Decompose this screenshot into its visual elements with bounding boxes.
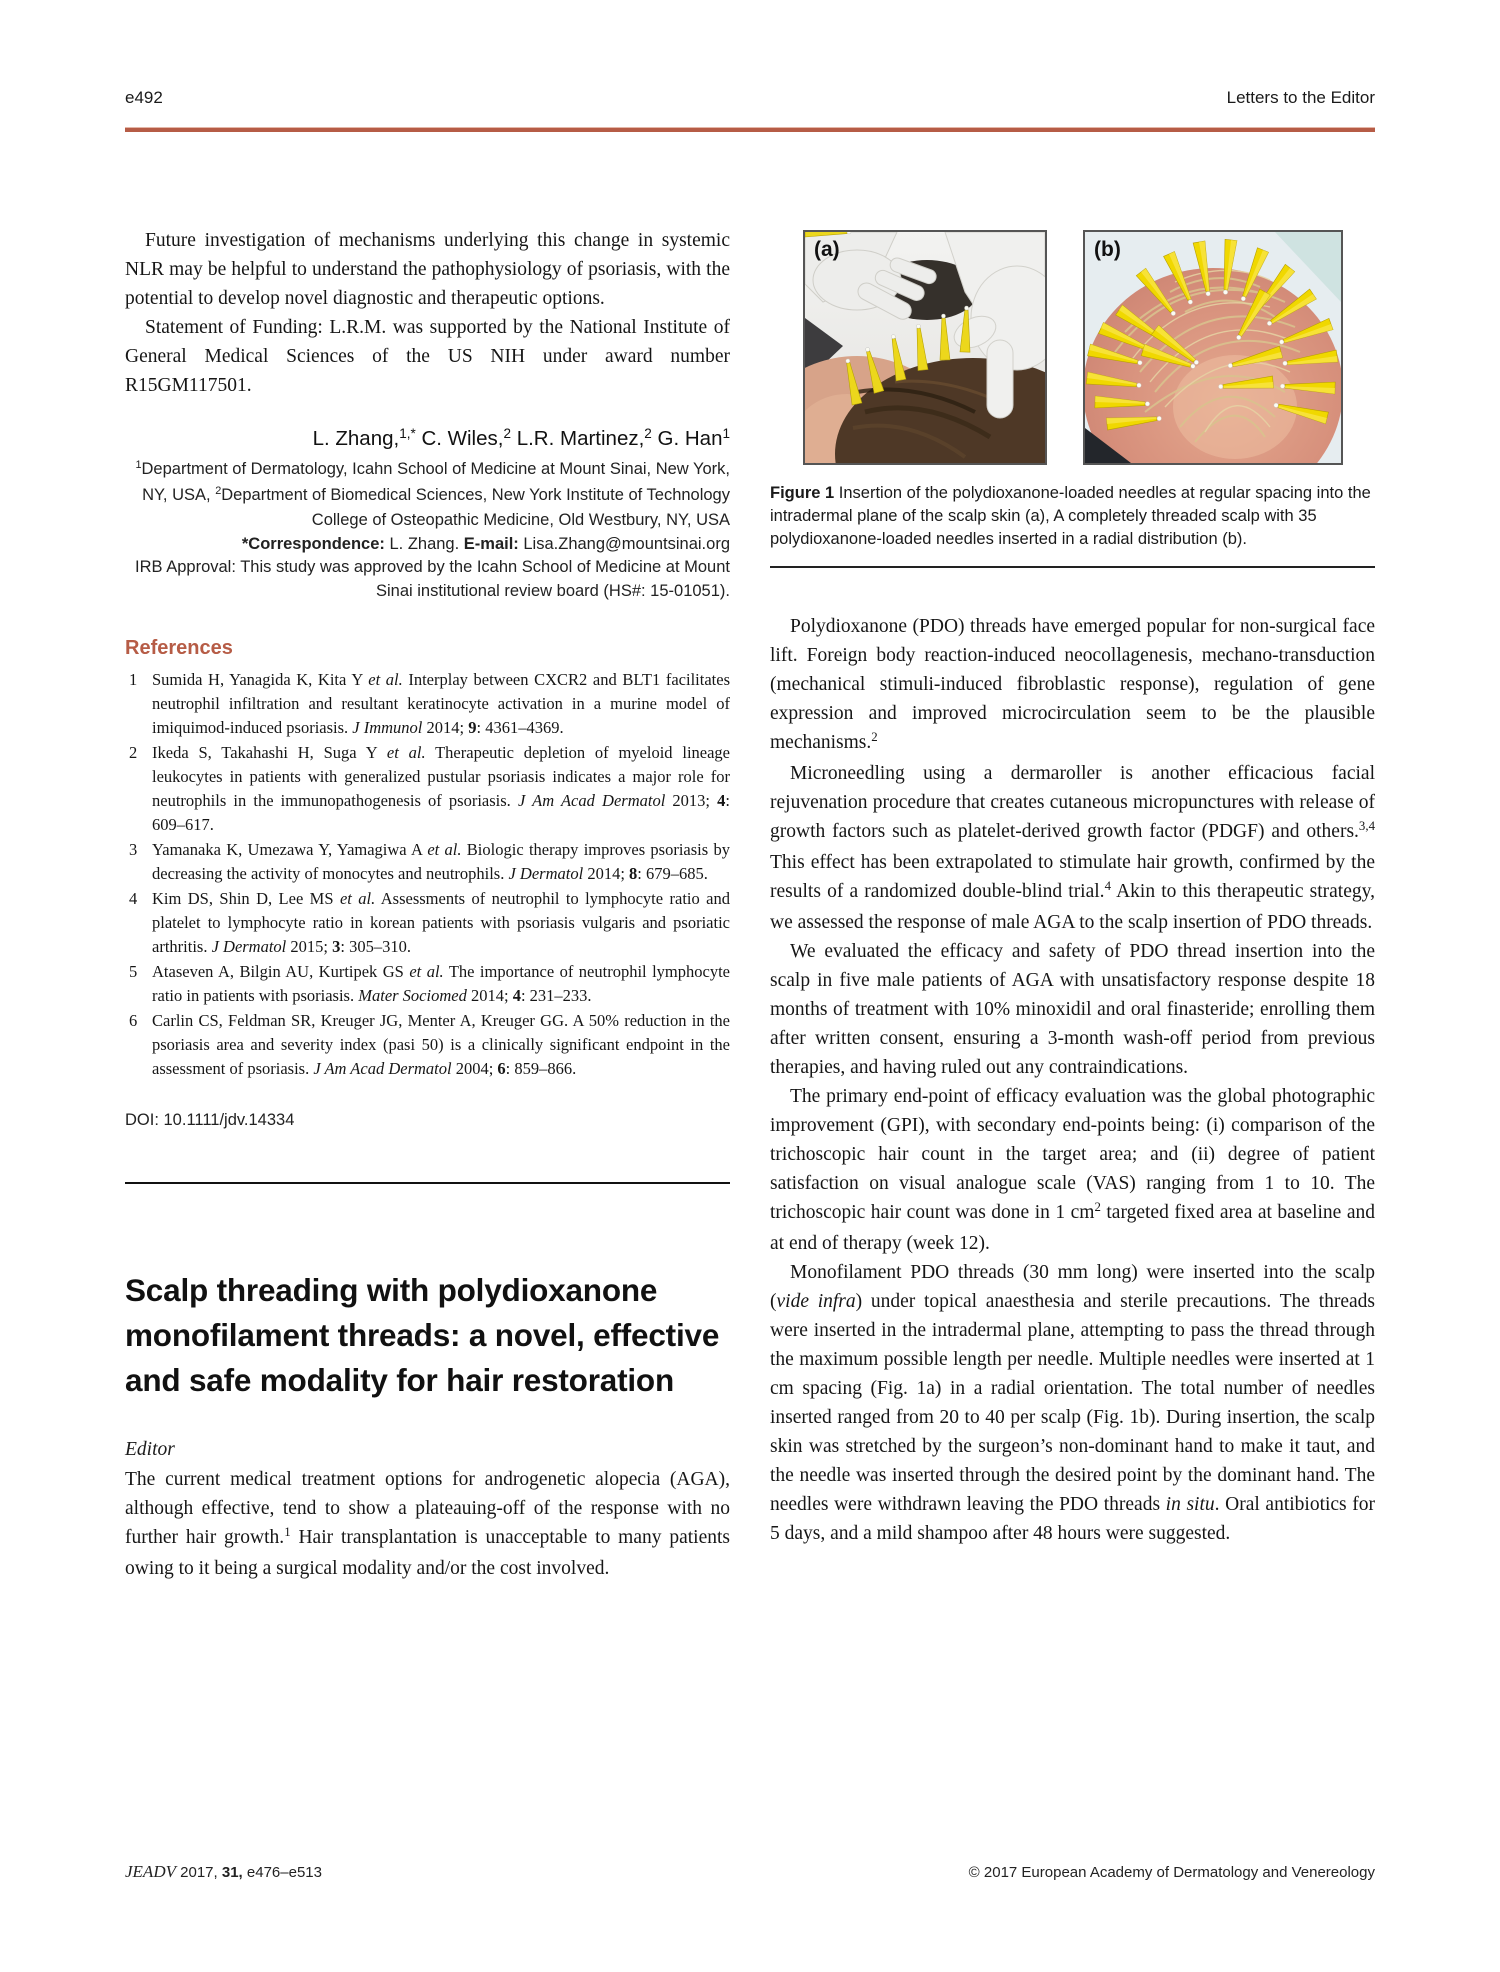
figure-1b-image bbox=[1085, 232, 1341, 463]
footer-citation: JEADV 2017, 31, e476–e513 bbox=[125, 1862, 322, 1881]
figure-1a-image bbox=[805, 232, 1045, 463]
paragraph: Microneedling using a dermaroller is another efficacious facial rejuvenation procedure that creates cutaneous micropunctures with release of growth factors such as platelet-derived growth factor (PDGF) and others.$^{3,4}$ This effect has been extrapolated to stimulate hair growth, confirmed by the results of a randomized double-blind trial.$^4$ Akin to this therapeutic strategy, we assessed the response of male AGA to the scalp insertion of PDO threads. bbox=[770, 763, 1375, 933]
page-footer bbox=[125, 1862, 1375, 1882]
left-column bbox=[125, 226, 730, 1583]
caption-rule bbox=[770, 566, 1375, 568]
reference-list bbox=[125, 668, 730, 1081]
author-line: L. Zhang,$^{1,*}$ C. Wiles,$^2$ L.R. Martinez,$^2$ G. Han$^1$ bbox=[312, 425, 730, 450]
correspondence-line: *Correspondence: L. Zhang. E-mail: Lisa.Zhang@mountsinai.org bbox=[241, 534, 730, 553]
figure-1a-label: (a) bbox=[814, 238, 840, 261]
paragraph: We evaluated the efficacy and safety of PDO thread insertion into the scalp in five male patients of AGA with unsatisfactory response despite 18 months of treatment with 10% minoxidil and oral finasteride; enrolling them after written consent, ensuring a 3-month wash-off period from previous therapies, and having ruled out any contraindications. bbox=[770, 941, 1375, 1078]
author-block bbox=[125, 426, 730, 603]
two-column-body bbox=[125, 226, 1375, 1583]
paragraph: Statement of Funding: L.R.M. was supported by the National Institute of General Medical Sciences of the US NIH under award number R15GM117501. bbox=[125, 317, 730, 396]
footer-copyright: © 2017 European Academy of Dermatology and Venereology bbox=[968, 1864, 1375, 1881]
affiliations: $^1$Department of Dermatology, Icahn School of Medicine at Mount Sinai, New York, NY, USA, $^2$Department of Biomedical Sciences, New York Institute of Technology College of Osteopathic Medicine, Old Westbury, NY, USA bbox=[135, 459, 730, 529]
header-rule bbox=[125, 127, 1375, 132]
paragraph: The current medical treatment options for androgenetic alopecia (AGA), although effective, tend to show a plateauing-off of the response with no further hair growth.$^1$ Hair transplantation is unacceptable to many patients owing to it being a surgical modality and/or the cost involved. bbox=[125, 1469, 730, 1579]
right-column bbox=[770, 226, 1375, 1548]
paragraph: Future investigation of mechanisms underlying this change in systemic NLR may be helpful to understand the pathophysiology of psoriasis, with the potential to develop novel diagnostic and therapeutic options. bbox=[125, 230, 730, 309]
running-head bbox=[125, 88, 1375, 108]
irb-approval: IRB Approval: This study was approved by the Icahn School of Medicine at Mount Sinai institutional review board (HS#: 15-01051). bbox=[135, 558, 730, 600]
reference-item: Yamanaka K, Umezawa Y, Yamagiwa A et al. Biologic therapy improves psoriasis by decreasing the activity of monocytes and neutrophils. J Dermatol 2014; 8: 679–685. bbox=[152, 840, 730, 883]
figure-1b-label: (b) bbox=[1094, 238, 1121, 261]
paragraph: The primary end-point of efficacy evaluation was the global photographic improvement (GPI), with secondary end-points being: (i) comparison of the trichoscopic hair count in the target area; and (ii) degree of patient satisfaction on visual analogue scale (VAS) ranging from 1 to 10. The trichoscopic hair count was done in 1 $cm^2$ targeted fixed area at baseline and at end of therapy (week 12). bbox=[770, 1086, 1375, 1254]
figure-1-photos bbox=[803, 230, 1375, 465]
reference-item: Ataseven A, Bilgin AU, Kurtipek GS et al. The importance of neutrophil lymphocyte ratio in patients with psoriasis. Mater Sociomed 2014; 4: 231–233. bbox=[152, 962, 730, 1005]
reference-item: Ikeda S, Takahashi H, Suga Y et al. Therapeutic depletion of myeloid lineage leukocytes in patients with generalized pustular psoriasis indicates a major role for neutrophils in the immunopathogenesis of psoriasis. J Am Acad Dermatol 2013; 4: 609–617. bbox=[152, 743, 730, 834]
article-title: Scalp threading with polydioxanone monofilament threads: a novel, effective and safe modality for hair restoration bbox=[125, 1272, 720, 1398]
figure-1a-photo bbox=[803, 230, 1047, 465]
reference-item: Sumida H, Yanagida K, Kita Y et al. Interplay between CXCR2 and BLT1 facilitates neutrophil infiltration and resultant keratinocyte activation in a murine model of imiquimod-induced psoriasis. J Immunol 2014; 9: 4361–4369. bbox=[152, 670, 730, 737]
editor-salutation: Editor bbox=[125, 1439, 175, 1460]
references-heading: References bbox=[125, 637, 233, 659]
paragraph: Monofilament PDO threads (30 mm long) were inserted into the scalp (vide infra) under topical anaesthesia and sterile precautions. The threads were inserted in the intradermal plane, attempting to pass the thread through the maximum possible length per needle. Multiple needles were inserted at 1 cm spacing (Fig. 1a) in a radial orientation. The total number of needles inserted ranged from 20 to 40 per scalp (Fig. 1b). During insertion, the scalp skin was stretched by the surgeon’s non-dominant hand to make it taut, and the needle was inserted through the desired point by the dominant hand. The needles were withdrawn leaving the PDO threads in situ. Oral antibiotics for 5 days, and a mild shampoo after 48 hours were suggested. bbox=[770, 1262, 1376, 1544]
paragraph: Polydioxanone (PDO) threads have emerged popular for non-surgical face lift. Foreign body reaction-induced neocollagenesis, mechano-transduction (mechanical stimuli-induced fibroblastic response), regulation of gene expression and improved microcirculation seem to be the plausible mechanisms.$^2$ bbox=[770, 616, 1375, 753]
reference-item: Carlin CS, Feldman SR, Kreuger JG, Menter A, Kreuger GG. A 50% reduction in the psoriasis area and severity index (pasi 50) is a clinically significant endpoint in the assessment of psoriasis. J Am Acad Dermatol 2004; 6: 859–866. bbox=[152, 1011, 730, 1078]
section-title: Letters to the Editor bbox=[1226, 88, 1375, 107]
figure-1b-photo bbox=[1083, 230, 1343, 465]
article-divider bbox=[125, 1182, 730, 1184]
doi-line: DOI: 10.1111/jdv.14334 bbox=[125, 1111, 295, 1129]
figure-1-caption: Figure 1 Insertion of the polydioxanone-loaded needles at regular spacing into the intradermal plane of the scalp skin (a), A completely threaded scalp with 35 polydioxanone-loaded needles inserted in a radial distribution (b). bbox=[770, 484, 1371, 548]
figure-1 bbox=[770, 230, 1375, 551]
page-number: e492 bbox=[125, 88, 163, 107]
reference-item: Kim DS, Shin D, Lee MS et al. Assessments of neutrophil to lymphocyte ratio and platelet to lymphocyte ratio in korean patients with psoriasis vulgaris and psoriatic arthritis. J Dermatol 2015; 3: 305–310. bbox=[152, 889, 730, 956]
